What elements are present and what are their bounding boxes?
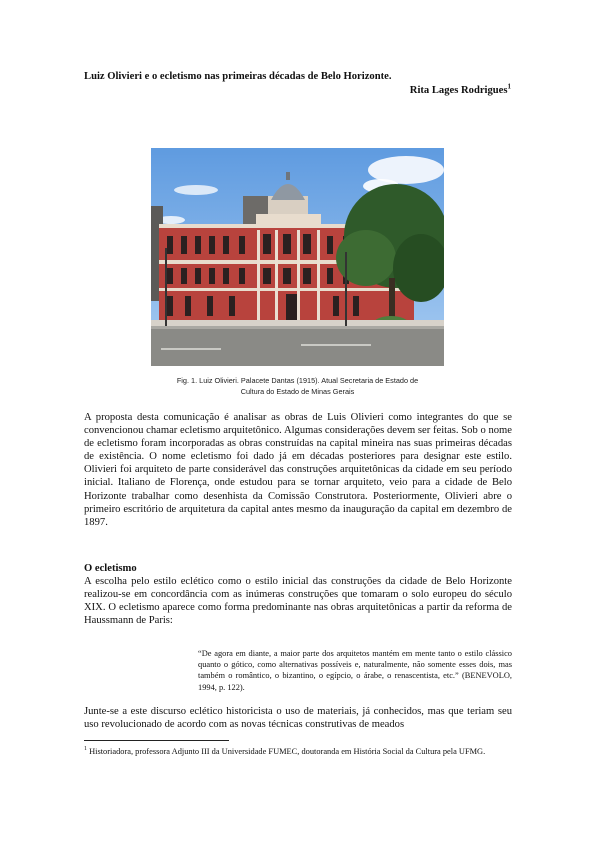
body-paragraph-1: A proposta desta comunicação é analisar as obras de Luis Olivieri como integrantes do que se convencionou chamar ecletismo arquitetônico. Algumas considerações devem ser feitas. Sob o nome de ecletismo foram incorporadas as obras construídas na capital mineira nas suas primeiras décadas de existência. O nome ecletismo foi dado já em décadas posteriores para designar este estilo. Olivieri foi arquiteto de parte considerável das construções arquitetônicas da cidade em seu período inicial. Italiano de Florença, onde estudou para se tornar arquiteto, veio para a cidade de Belo Horizonte trabalhar como desenhista da Comissão Construtora. Posteriormente, Olivieri abre o primeiro escritório de arquitetura da capital antes mesmo da inauguração da capital em dezembro de 1897.	[84, 412, 512, 528]
block-quote: “De agora em diante, a maior parte dos arquitetos mantém em mente tanto o estilo clássico quanto o gótico, como alternativas possíveis e, naturalmente, não somente esses dois, mas também o romântico, o bizantino, o egípcio, o árabe, o renascentista, etc.” (BENEVOLO, 1994, p. 122).	[198, 649, 512, 692]
body-paragraph-3: Junte-se a este discurso eclético historicista o uso de materiais, já conhecidos, mas que teriam seu uso revolucionado de acordo com as novas técnicas construtivas de meados	[84, 706, 512, 731]
author-line	[410, 84, 511, 97]
body-paragraph-2: A escolha pelo estilo eclético como o estilo inicial das construções da cidade de Belo Horizonte realizou-se em concordância com as inúmeras construções que tomaram o solo europeu do século XIX. O ecletismo aparece como forma predominante nas obras arquitetônicas a partir da reforma de Haussmann de Paris:	[84, 576, 512, 627]
footnote-text: Historiadora, professora Adjunto III da Universidade FUMEC, doutoranda em História Social da Cultura pela UFMG.	[87, 747, 486, 756]
footnote	[84, 746, 512, 757]
figure-photo-palacete-dantas	[151, 148, 444, 366]
figure-caption-line-2: Cultura do Estado de Minas Gerais	[240, 386, 355, 396]
section-heading: O ecletismo	[84, 563, 137, 574]
figure-caption	[120, 376, 475, 397]
paper-title: Luiz Olivieri e o ecletismo nas primeiras décadas de Belo Horizonte.	[84, 71, 392, 82]
palacete-photo-illustration	[151, 148, 444, 366]
footnote-mark: 1	[84, 746, 87, 753]
author-footnote-mark: 1	[507, 82, 511, 91]
footnote-divider	[84, 740, 229, 741]
figure-caption-line-1: Fig. 1. Luiz Olivieri. Palacete Dantas (1915). Atual Secretaria de Estado de	[176, 376, 419, 385]
author-name: Rita Lages Rodrigues	[409, 85, 508, 96]
